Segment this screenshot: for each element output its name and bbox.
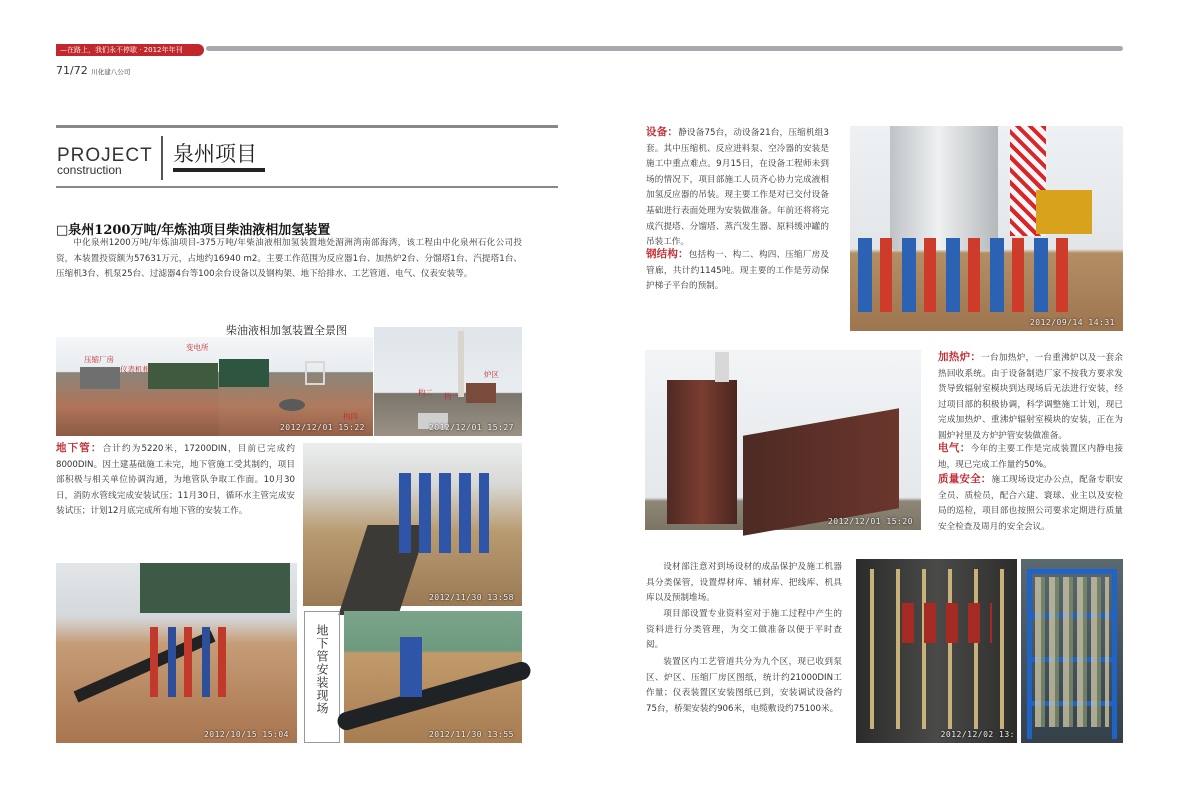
round-furnace	[667, 380, 737, 524]
foundation-pit	[279, 399, 305, 411]
underground-text: 合计约为5220米，17200DIN，目前已完成约8000DIN。因土建基础施工未完，地下管施工受其制约，项目部积极与相关单位协调沟通，为地管队争取工作面。10月30日，消防水管线完成安装试压；11月30日，循环水主管完成安装试压；计划12月底完成所有地下管的安装工作。	[56, 444, 296, 517]
panorama-middle-timestamp: 2012/12/01 15:22	[279, 423, 365, 432]
article-heading: □泉州1200万吨/年炼油项目柴油液相加氢装置	[56, 223, 331, 238]
worker-group	[399, 473, 489, 553]
lifting-crew	[858, 238, 1074, 312]
crane-base	[1036, 190, 1092, 234]
tool-storage-photo	[856, 559, 1017, 743]
furnace-timestamp: 2012/12/01 15:20	[827, 517, 913, 526]
vertical-caption-box	[304, 611, 340, 743]
instrument-cabinet	[148, 363, 218, 389]
top-banner	[56, 44, 204, 56]
pipe-timestamp: 2012/11/30 13:55	[428, 730, 514, 739]
panorama-photo-middle	[186, 337, 373, 436]
reactor-vessel	[890, 126, 998, 250]
section-title-underline	[173, 168, 265, 172]
electric-paragraph	[938, 441, 1123, 473]
company-name: 川化建八公司	[91, 68, 131, 76]
panorama-caption: 柴油液相加氢装置全景图	[226, 324, 347, 337]
furnace-area-block	[466, 383, 496, 403]
label-instrument-cabinet: 仪表机柜	[120, 365, 150, 374]
construction-site-photo	[56, 563, 297, 743]
section-title: 泉州项目	[173, 142, 257, 166]
materials-p2: 项目部设置专业资料室对于施工过程中产生的资料进行分类管理，为交工做准备以便于平时查阅。	[646, 609, 842, 651]
project-word: PROJECT	[57, 145, 153, 166]
label-substation: 变电所	[186, 343, 209, 352]
section-rule-bottom	[56, 186, 558, 188]
furnace-paragraph	[938, 350, 1123, 445]
chimney-stack	[458, 331, 464, 397]
steel-label: 钢结构：	[646, 248, 689, 260]
safety-text: 施工现场设定办公点，配备专职安全员、质检员，配合六建、寰球、业主以及安检局的巡检，项目部也按照公司要求定期进行质量安全检查及周月的安全会议。	[938, 475, 1123, 532]
hanging-hoists	[870, 569, 1010, 729]
material-shelves-photo	[1021, 559, 1123, 743]
site-timestamp: 2012/10/15 15:04	[203, 730, 289, 739]
compressor-building	[80, 367, 120, 389]
pipe-installation-photo	[344, 611, 522, 743]
building-frame	[140, 563, 290, 613]
furnace-label: 加热炉：	[938, 351, 982, 363]
equipment-text: 静设备75台，动设备21台，压缩机组3套。其中压缩机、反应进料泵、空冷器的安装是施工中重点难点。9月15日，在设备工程师未到场的情况下，项目部施工人员齐心协力完成液相加氢反应器的吊装。现主要工作是对已交付设备基础进行表面处理为安装做准备。年前还将将完成汽提塔、分馏塔、蒸汽发生器、原料缓冲罐的吊装工作。	[646, 128, 829, 248]
reactor-lifting-photo	[850, 126, 1123, 331]
vertical-caption: 地下管安装现场	[315, 624, 329, 715]
structure-frame	[305, 361, 325, 385]
article-intro: 中化泉州1200万吨/年炼油项目-375万吨/年柴油液相加氢装置地处湄洲湾南部海湾，该工程由中化泉州石化公司投资，本装置投资额为57631万元，占地约16940 m2。主要工作范围为反应器1台、加热炉2台、分馏塔1台、汽提塔1台、压缩机3台、机泵25台、过滤器4台等100余台设备以及钢构架、地下给排水、工艺管道、电气、仪表安装等。	[56, 238, 522, 280]
label-furnace-area: 炉区	[484, 370, 499, 379]
construction-word: construction	[57, 163, 122, 177]
steel-text: 包括构一、构二、构四、压缩厂房及管廊，共计约1145吨。现主要的工作是劳动保护梯子平台的预制。	[646, 250, 829, 292]
substation-building	[219, 359, 269, 387]
large-pipe	[335, 660, 532, 732]
section-divider	[161, 136, 163, 180]
site-workers	[150, 627, 236, 697]
red-hoist-hooks	[902, 603, 992, 643]
reactor-timestamp: 2012/09/14 14:31	[1029, 318, 1115, 327]
tools-timestamp: 2012/12/02 13:	[940, 730, 1015, 739]
equipment-label: 设备：	[646, 126, 679, 138]
panorama-right-timestamp: 2012/12/01 15:27	[428, 423, 514, 432]
electric-text: 今年的主要工作是完成装置区内静电接地，现已完成工作量约50%。	[938, 444, 1123, 470]
panorama-photo-right	[374, 327, 522, 436]
label-structure-one: 构一	[444, 392, 459, 401]
page-numbers: 71/72	[56, 64, 88, 77]
safety-label: 质量安全：	[938, 473, 992, 485]
page-number	[56, 64, 130, 77]
equipment-paragraph	[646, 125, 829, 251]
materials-p1: 设材部注意对到场设材的成品保护及施工机器具分类保管，设置焊材库、辅材库、把线库、机具库以及预制堆场。	[646, 562, 842, 604]
label-compressor-house: 压缩厂房	[84, 355, 114, 364]
banner-text: —在路上，我们永不停歇 · 2012年年刊	[60, 46, 183, 54]
electric-label: 电气：	[938, 442, 971, 454]
steel-paragraph	[646, 247, 829, 295]
stored-materials	[1035, 577, 1109, 727]
top-rule	[206, 46, 1123, 51]
safety-paragraph	[938, 472, 1123, 535]
underground-paragraph	[56, 441, 295, 520]
furnace-text: 一台加热炉，一台重沸炉以及一套余热回收系统。由于设备制造厂家不按我方要求发货导致辐射室模块到达现场后无法进行安装，经过项目部的积极协调，科学调整施工计划，现已完成加热炉、重沸炉辐射室模块的安装，正在为圆炉衬里及方炉护管安装做准备。	[938, 353, 1123, 441]
trench-timestamp: 2012/11/30 13:58	[428, 593, 514, 602]
label-structure-two: 构二	[418, 388, 433, 397]
label-structure-four: 构四	[343, 412, 358, 421]
furnace-chimney	[715, 352, 729, 382]
materials-p3: 装置区内工艺管道共分为九个区，现已收到泵区、炉区、压缩厂房区图纸，统计约21000DIN工作量；仪表装置区安装图纸已到，安装调试设备约75台，桥架安装约906米，电缆敷设约75100米。	[646, 657, 842, 714]
underground-label: 地下管：	[56, 442, 103, 454]
trench-workers-photo	[303, 443, 522, 606]
furnace-modules-photo	[645, 350, 921, 530]
pipe-worker	[400, 637, 422, 697]
section-rule-top	[56, 125, 558, 128]
